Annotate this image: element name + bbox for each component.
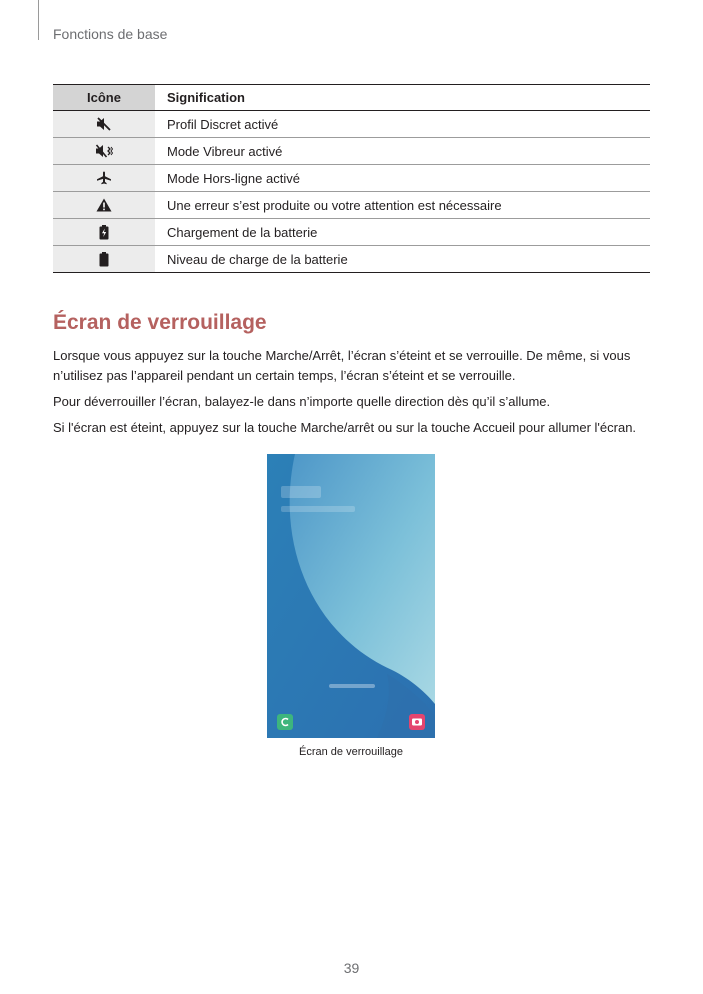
table-row	[53, 246, 650, 273]
table-row	[53, 165, 650, 192]
phone-icon[interactable]	[277, 714, 293, 730]
row-meaning: Niveau de charge de la batterie	[155, 246, 650, 273]
unlock-hint-placeholder	[329, 684, 375, 688]
page-number: 39	[343, 960, 360, 976]
table-header-row	[53, 85, 650, 111]
clock-placeholder	[281, 486, 321, 498]
battery-level-icon	[99, 252, 109, 267]
lock-screen-illustration	[267, 454, 435, 738]
running-header: Fonctions de base	[53, 26, 168, 42]
figure-caption: Écran de verrouillage	[299, 746, 403, 758]
section-title: Écran de verrouillage	[53, 311, 267, 334]
row-meaning: Profil Discret activé	[155, 111, 650, 138]
row-meaning: Chargement de la batterie	[155, 219, 650, 246]
mute-icon	[96, 117, 112, 131]
vibrate-icon	[95, 144, 113, 158]
table-row	[53, 111, 650, 138]
margin-rule	[38, 0, 39, 40]
paragraph-unlock: Pour déverrouiller l’écran, balayez-le dans n’importe quelle direction dès qu’il s’allume.	[53, 394, 551, 409]
paragraph-lock-behavior: Lorsque vous appuyez sur la touche Marche/Arrêt, l’écran s’éteint et se verrouille. De même, si vous n’utilisez pas l’appareil pendant un certain temps, l’écran s’éteint et se verrouille.	[53, 348, 631, 383]
status-icons-table	[53, 84, 650, 273]
paragraph-wake: Si l'écran est éteint, appuyez sur la touche Marche/arrêt ou sur la touche Accueil pour allumer l'écran.	[53, 420, 637, 435]
camera-icon[interactable]	[409, 714, 425, 730]
battery-charging-icon	[99, 225, 109, 240]
airplane-icon	[96, 171, 112, 185]
table-row	[53, 138, 650, 165]
table-row	[53, 219, 650, 246]
row-meaning: Mode Vibreur activé	[155, 138, 650, 165]
row-meaning: Mode Hors-ligne activé	[155, 165, 650, 192]
column-header-meaning: Signification	[155, 85, 650, 111]
column-header-icon: Icône	[53, 85, 155, 111]
row-meaning: Une erreur s’est produite ou votre attention est nécessaire	[155, 192, 650, 219]
warning-icon	[96, 198, 112, 212]
table-row	[53, 192, 650, 219]
date-placeholder	[281, 506, 355, 512]
